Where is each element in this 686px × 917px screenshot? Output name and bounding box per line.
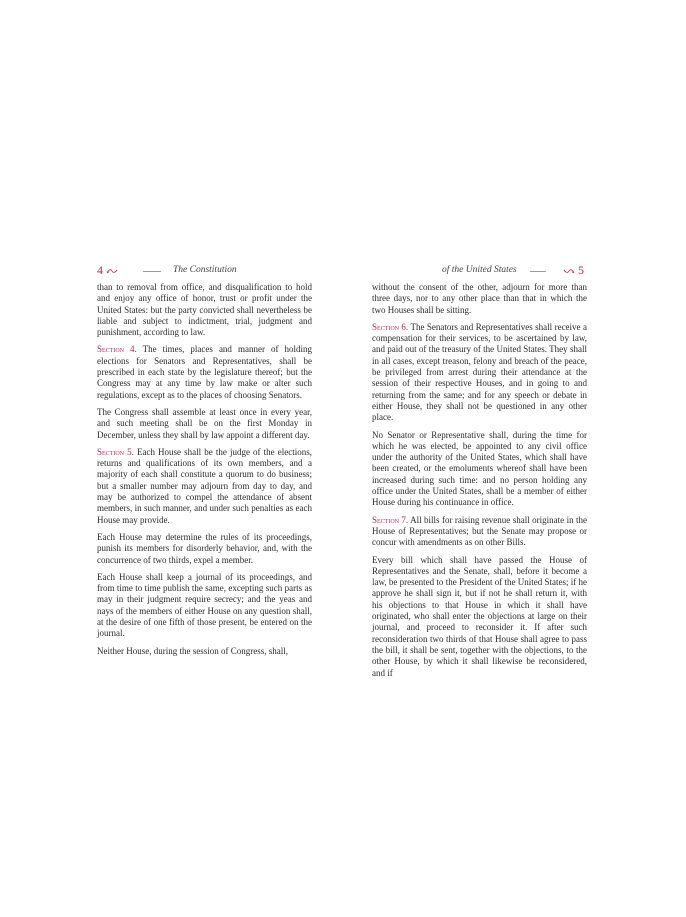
section-label: Section 4. <box>97 344 137 355</box>
running-title-left: The Constitution <box>173 265 237 275</box>
paragraph <box>372 322 587 424</box>
page-number-right: 5 <box>578 263 584 277</box>
paragraph <box>372 430 587 509</box>
right-page-body <box>372 282 587 679</box>
left-page-body <box>97 282 312 657</box>
paragraph <box>97 282 312 338</box>
head-rule-right <box>530 271 546 272</box>
section-label: Section 7. <box>372 514 409 525</box>
paragraph <box>372 515 587 549</box>
paragraph-text: No Senator or Representative shall, during the time for which he was elected, be appointed to any civil office under the authority of the United States, which shall have been created, or the emoluments whereof shall have been increased during such time: and no person holding any office under the United States, shall be a member of either House during his continuance in office. <box>372 429 587 508</box>
paragraph <box>97 572 312 640</box>
paragraph-text: Each House may determine the rules of its proceedings, punish its members for disorderly behavior, and, with the concurrence of two thirds, expel a member. <box>97 531 312 565</box>
paragraph <box>97 447 312 526</box>
right-page <box>372 262 587 685</box>
paragraph <box>97 344 312 400</box>
paragraph-text: than to removal from office, and disqualification to hold and enjoy any office of honor, trust or profit under the United States: but the party convicted shall nevertheless be liable and subject to indictment, trial, judgment and punishment, according to law. <box>97 282 312 338</box>
paragraph-text: All bills for raising revenue shall originate in the House of Representatives; but the Senate may propose or concur with amendments as on other Bills. <box>372 514 587 548</box>
paragraph <box>97 532 312 566</box>
paragraph-text: Each House shall keep a journal of its proceedings, and from time to time publish the same, excepting such parts as may in their judgment require secrecy; and the yeas and nays of the members of either House on any question shall, at the desire of one fifth of those present, be entered on the journal. <box>97 571 312 639</box>
page-number-left: 4 <box>97 263 103 277</box>
running-title-right: of the United States <box>442 265 517 275</box>
paragraph <box>372 555 587 679</box>
flourish-ornament-icon <box>106 268 118 274</box>
head-rule-left <box>143 271 161 272</box>
paragraph-text: The times, places and manner of holding elections for Senators and Representatives, shall be prescribed in each state by the legislature thereof; but the Congress may at any time by law make or alter such regulations, except as to the places of choosing Senators. <box>97 344 312 400</box>
left-page <box>97 262 312 663</box>
running-head-left <box>97 262 312 282</box>
paragraph <box>97 407 312 441</box>
section-label: Section 6. <box>372 321 409 332</box>
paragraph-text: Each House shall be the judge of the elections, returns and qualifications of its own members, and a majority of each shall constitute a quorum to do business; but a smaller number may adjourn from day to day, and may be authorized to compel the attendance of absent members, in such manner, and under such penalties as each House may provide. <box>97 446 312 525</box>
paragraph <box>97 646 312 657</box>
paragraph-text: Neither House, during the session of Congress, shall, <box>97 645 288 656</box>
flourish-ornament-icon <box>563 268 575 274</box>
section-label: Section 5. <box>97 446 134 457</box>
paragraph <box>372 282 587 316</box>
paragraph-text: The Senators and Representatives shall receive a compensation for their services, to be ascertained by law, and paid out of the treasury of the United States. They shall in all cases, except treason, felony and breach of the peace, be privileged from arrest during their attendance at the session of their respective Houses, and in going to and returning from the same; and for any speech or debate in either House, they shall not be questioned in any other place. <box>372 321 587 423</box>
paragraph-text: The Congress shall assemble at least once in every year, and such meeting shall be on the first Monday in December, unless they shall by law appoint a different day. <box>97 406 312 440</box>
paragraph-text: without the consent of the other, adjourn for more than three days, nor to any other place than that in which the two Houses shall be sitting. <box>372 282 587 315</box>
paragraph-text: Every bill which shall have passed the House of Representatives and the Senate, shall, before it become a law, be presented to the President of the United States; if he approve he shall sign it, but if not he shall return it, with his objections to that House in which it shall have originated, who shall enter the objections at large on their journal, and proceed to reconsider it. If after such reconsideration two thirds of that House shall agree to pass the bill, it shall be sent, together with the objections, to the other House, by which it shall likewise be reconsidered, and if <box>372 554 587 678</box>
running-head-right <box>372 262 587 282</box>
